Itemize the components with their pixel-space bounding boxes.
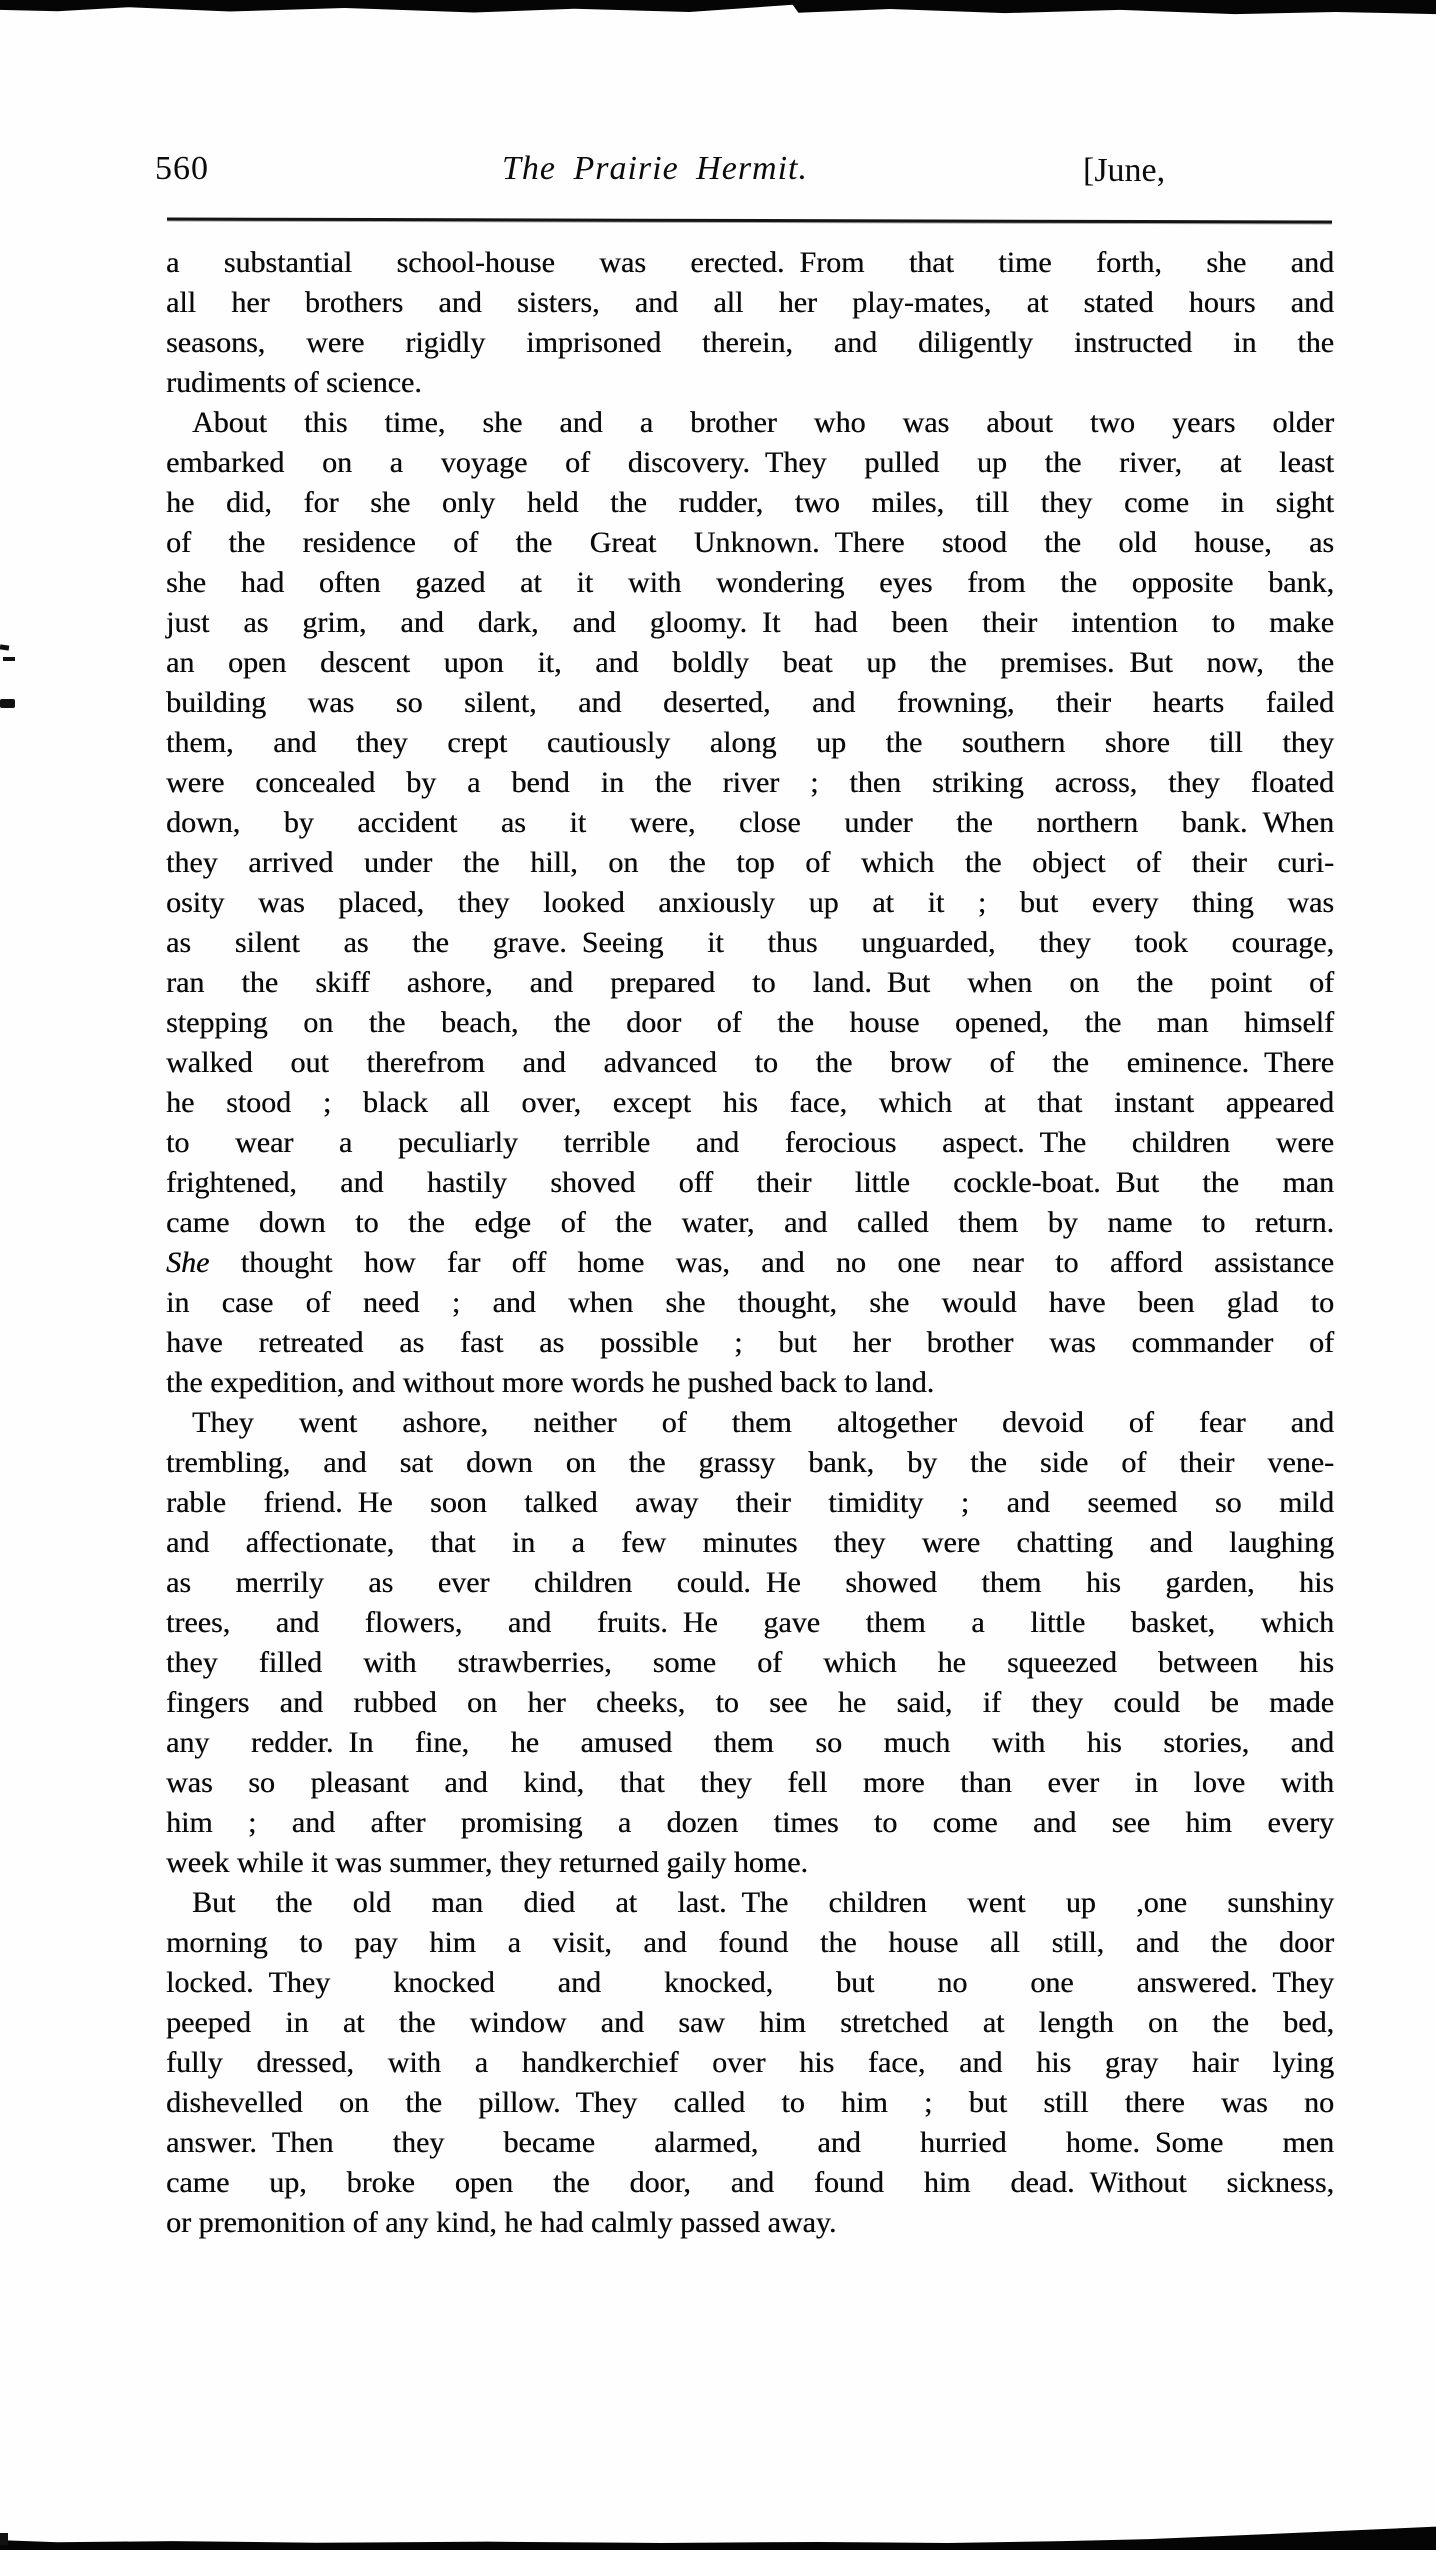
text-line: in case of need ; and when she thought, she would have been glad to bbox=[166, 1286, 1334, 1319]
text-line: and affectionate, that in a few minutes they were chatting and laughing bbox=[166, 1526, 1334, 1559]
text-line: embarked on a voyage of discovery. They pulled up the river, at least bbox=[166, 446, 1334, 479]
text-line: week while it was summer, they returned gaily home. bbox=[166, 1846, 808, 1879]
text-line: fingers and rubbed on her cheeks, to see he said, if they could be made bbox=[166, 1686, 1334, 1719]
text-line: seasons, were rigidly imprisoned therein, and diligently instructed in the bbox=[166, 326, 1334, 359]
text-line: They went ashore, neither of them altogether devoid of fear and bbox=[192, 1406, 1334, 1439]
text-line: answer. Then they became alarmed, and hurried home. Some men bbox=[166, 2126, 1334, 2159]
page-header bbox=[0, 150, 1436, 196]
page-number: 560 bbox=[155, 150, 209, 187]
scan-speck bbox=[0, 2533, 8, 2545]
text-line: came up, broke open the door, and found him dead. Without sickness, bbox=[166, 2166, 1334, 2199]
text-line: morning to pay him a visit, and found the house all still, and the door bbox=[166, 1926, 1334, 1959]
text-line: About this time, she and a brother who was about two years older bbox=[192, 406, 1334, 439]
text-line: any redder. In fine, he amused them so much with his stories, and bbox=[166, 1726, 1334, 1759]
scan-artifact-top-band bbox=[0, 0, 1436, 16]
text-line: him ; and after promising a dozen times to come and see him every bbox=[166, 1806, 1334, 1839]
text-line: down, by accident as it were, close under the northern bank. When bbox=[166, 806, 1334, 839]
text-line: She thought how far off home was, and no one near to afford assistance bbox=[166, 1246, 1334, 1279]
text-line: peeped in at the window and saw him stretched at length on the bed, bbox=[166, 2006, 1334, 2039]
text-line: as merrily as ever children could. He showed them his garden, his bbox=[166, 1566, 1334, 1599]
text-line: an open descent upon it, and boldly beat up the premises. But now, the bbox=[166, 646, 1334, 679]
text-line: or premonition of any kind, he had calmly passed away. bbox=[166, 2206, 837, 2239]
scan-speck bbox=[0, 644, 9, 650]
text-line: rudiments of science. bbox=[166, 366, 422, 399]
header-rule bbox=[167, 217, 1332, 223]
scan-speck bbox=[3, 657, 15, 661]
text-line: walked out therefrom and advanced to the brow of the eminence. There bbox=[166, 1046, 1334, 1079]
issue-date-label: [June, bbox=[1083, 152, 1166, 189]
text-line: rable friend. He soon talked away their timidity ; and seemed so mild bbox=[166, 1486, 1334, 1519]
text-line: all her brothers and sisters, and all her play-mates, at stated hours and bbox=[166, 286, 1334, 319]
text-line: as silent as the grave. Seeing it thus unguarded, they took courage, bbox=[166, 926, 1334, 959]
text-line: locked. They knocked and knocked, but no one answered. They bbox=[166, 1966, 1334, 1999]
text-line: they filled with strawberries, some of which he squeezed between his bbox=[166, 1646, 1334, 1679]
text-line: he did, for she only held the rudder, two miles, till they come in sight bbox=[166, 486, 1334, 519]
text-line: building was so silent, and deserted, and frowning, their hearts failed bbox=[166, 686, 1334, 719]
text-line: were concealed by a bend in the river ; then striking across, they floated bbox=[166, 766, 1334, 799]
text-line: they arrived under the hill, on the top of which the object of their curi- bbox=[166, 846, 1334, 879]
italic-word: She bbox=[166, 1246, 210, 1279]
text-line: was so pleasant and kind, that they fell more than ever in love with bbox=[166, 1766, 1334, 1799]
page-text bbox=[166, 243, 1334, 2243]
text-line: osity was placed, they looked anxiously up at it ; but every thing was bbox=[166, 886, 1334, 919]
text-line: just as grim, and dark, and gloomy. It had been their intention to make bbox=[166, 606, 1334, 639]
text-line: he stood ; black all over, except his face, which at that instant appeared bbox=[166, 1086, 1334, 1119]
text-line: But the old man died at last. The children went up ,one sunshiny bbox=[192, 1886, 1334, 1919]
text-line: stepping on the beach, the door of the house opened, the man himself bbox=[166, 1006, 1334, 1039]
running-title: The Prairie Hermit. bbox=[501, 150, 809, 187]
text-line: she had often gazed at it with wondering eyes from the opposite bank, bbox=[166, 566, 1334, 599]
text-line: ran the skiff ashore, and prepared to land. But when on the point of bbox=[166, 966, 1334, 999]
text-line: trembling, and sat down on the grassy bank, by the side of their vene- bbox=[166, 1446, 1334, 1479]
text-line: them, and they crept cautiously along up the southern shore till they bbox=[166, 726, 1334, 759]
text-line: trees, and flowers, and fruits. He gave them a little basket, which bbox=[166, 1606, 1334, 1639]
text-line: dishevelled on the pillow. They called to him ; but still there was no bbox=[166, 2086, 1334, 2119]
scan-speck bbox=[0, 699, 15, 708]
text-line: came down to the edge of the water, and called them by name to return. bbox=[166, 1206, 1334, 1239]
text-line: have retreated as fast as possible ; but her brother was commander of bbox=[166, 1326, 1334, 1359]
text-line: fully dressed, with a handkerchief over his face, and his gray hair lying bbox=[166, 2046, 1334, 2079]
text-line: the expedition, and without more words he pushed back to land. bbox=[166, 1366, 935, 1399]
text-line: of the residence of the Great Unknown. There stood the old house, as bbox=[166, 526, 1334, 559]
text-line: a substantial school-house was erected. From that time forth, she and bbox=[166, 246, 1334, 279]
text-line: to wear a peculiarly terrible and ferocious aspect. The children were bbox=[166, 1126, 1334, 1159]
scan-artifact-bottom-band bbox=[0, 2524, 1436, 2550]
text-line: frightened, and hastily shoved off their little cockle-boat. But the man bbox=[166, 1166, 1334, 1199]
